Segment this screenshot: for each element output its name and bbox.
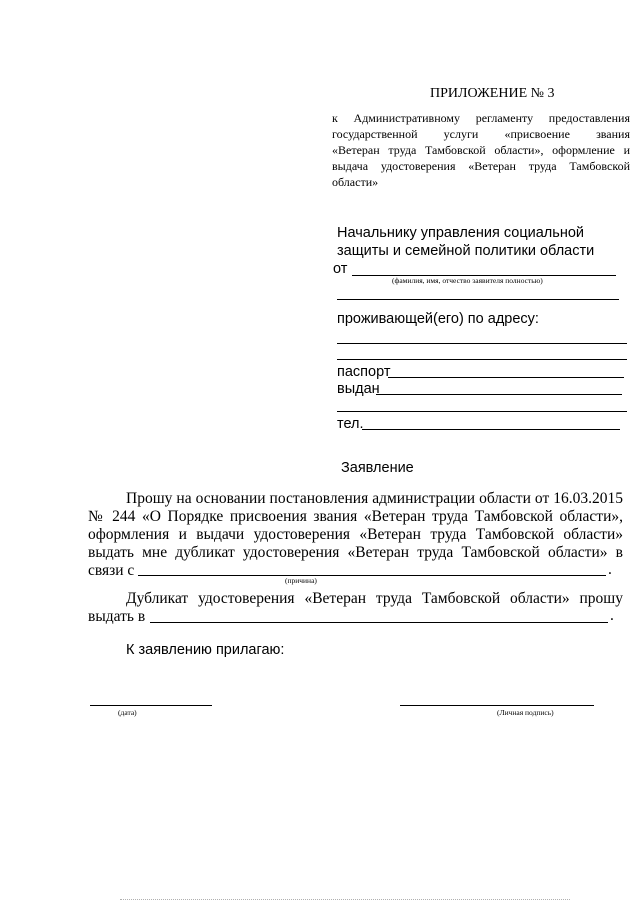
- statement-paragraph: [88, 490, 623, 562]
- regulation-line: государственной услуги «присвоение звания: [332, 127, 630, 141]
- regulation-reference: [332, 110, 630, 190]
- from-name-hint: (фамилия, имя, отчество заявителя полностью): [392, 276, 543, 285]
- duplicate-line: Дубликат удостоверения «Ветеран труда Тамбовской области» прошу: [126, 590, 623, 607]
- signature-line: [400, 705, 594, 706]
- passport-line: [388, 377, 624, 378]
- address-line-1: [337, 343, 627, 344]
- reason-line-end: .: [608, 561, 612, 578]
- addressee-line-2: защиты и семейной политики области: [337, 243, 595, 259]
- regulation-line: «Ветеран труда Тамбовской области», оформление и: [332, 143, 630, 157]
- reason-line: [138, 575, 606, 576]
- address-line-2: [337, 359, 627, 360]
- reason-hint: (причина): [285, 576, 317, 585]
- regulation-line: области»: [332, 175, 379, 189]
- reason-label: связи с: [88, 562, 135, 579]
- address-label: проживающей(его) по адресу:: [337, 311, 539, 327]
- from-label: от: [333, 261, 348, 277]
- duplicate-place-line: [150, 622, 608, 623]
- statement-line: № 244 «О Порядке присвоения звания «Ветеран труда Тамбовской области»,: [88, 508, 623, 525]
- duplicate-line-end: .: [610, 607, 614, 624]
- statement-line: оформления и выдачи удостоверения «Ветеран труда Тамбовской области»: [88, 526, 623, 543]
- addressee-line-1: Начальнику управления социальной: [337, 225, 584, 241]
- phone-line: [362, 429, 620, 430]
- duplicate-label: выдать в: [88, 608, 146, 625]
- statement-line: выдать мне дубликат удостоверения «Ветеран труда Тамбовской области» в: [88, 544, 623, 561]
- date-hint: (дата): [118, 708, 137, 717]
- issued-line-2: [337, 411, 627, 412]
- issued-label: выдан: [337, 381, 380, 397]
- statement-title: Заявление: [341, 460, 414, 476]
- date-line: [90, 705, 212, 706]
- phone-label: тел.: [337, 416, 364, 432]
- regulation-line: к Административному регламенту предоставления: [332, 111, 630, 125]
- issued-line: [376, 394, 622, 395]
- scan-artifact: [120, 899, 570, 900]
- from-name-line-2: [337, 299, 619, 300]
- statement-line: Прошу на основании постановления администрации области от 16.03.2015: [126, 490, 623, 507]
- appendix-title: ПРИЛОЖЕНИЕ № 3: [430, 86, 555, 101]
- regulation-line: выдача удостоверения «Ветеран труда Тамбовской: [332, 159, 630, 173]
- attachments-label: К заявлению прилагаю:: [126, 642, 285, 658]
- passport-label: паспорт: [337, 364, 391, 380]
- signature-hint: (Личная подпись): [497, 708, 554, 717]
